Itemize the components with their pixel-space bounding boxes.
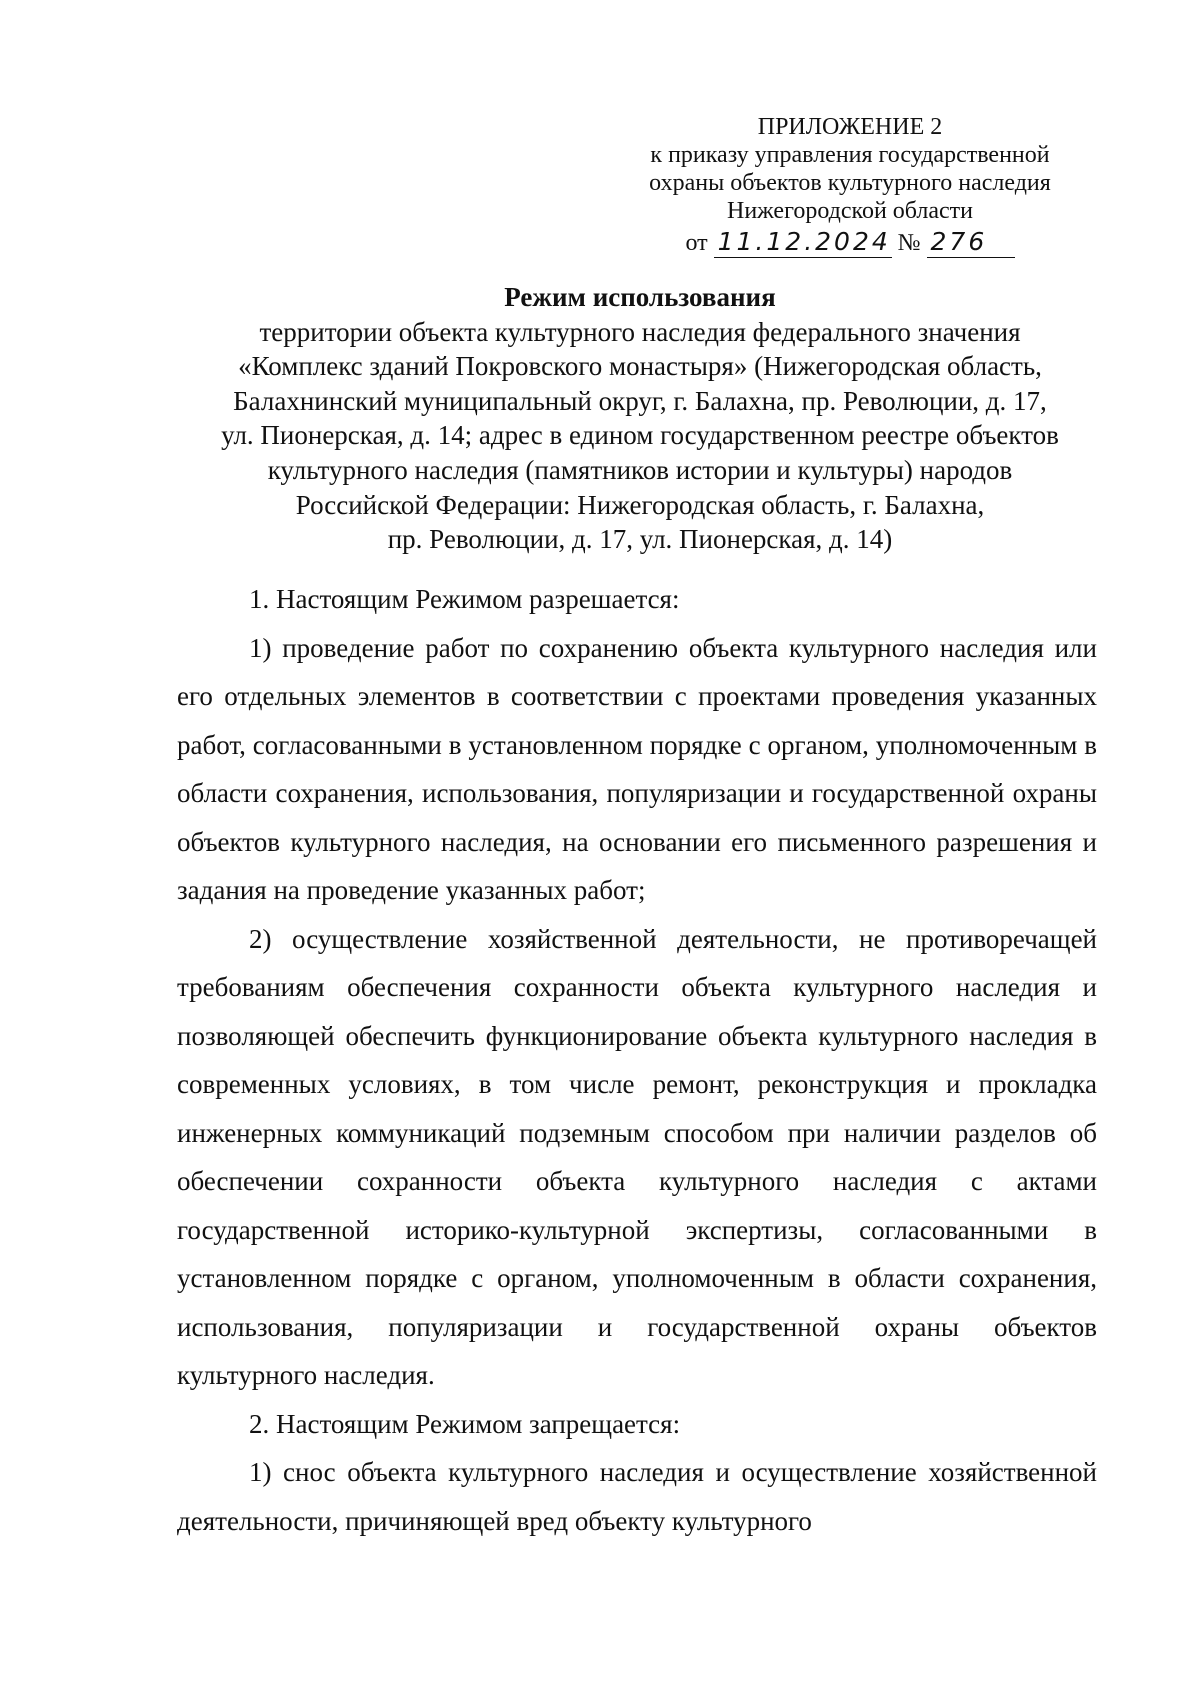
appendix-label: ПРИЛОЖЕНИЕ 2: [757, 114, 943, 140]
section-1-item-2: 2) осуществление хозяйственной деятельности, не противоречащей требованиям обеспечения сохранности объекта культурного наследия и позволяющей обеспечить функционирование объекта культурного наследия в современных условиях, в том числе ремонт, реконструкция и прокладка инженерных коммуникаций подземным способом при наличии разделов об обеспечении сохранности объекта культурного наследия с актами государственной историко-культурной экспертизы, согласованными в установленном порядке с органом, уполномоченным в области сохранения, использования, популяризации и государственной охраны объектов культурного наследия.: [177, 923, 1097, 1390]
appendix-line-2: охраны объектов культурного наследия: [649, 170, 1051, 196]
title-line-1: территории объекта культурного наследия федерального значения: [259, 316, 1021, 347]
order-date-line: [630, 227, 1070, 258]
section-1-item-1: 1) проведение работ по сохранению объекта культурного наследия или его отдельных элементов в соответствии с проектами проведения указанных работ, согласованными в установленном порядке с органом, уполномоченным в области сохранения, использования, популяризации и государственной охраны объектов культурного наследия, на основании его письменного разрешения и задания на проведение указанных работ;: [177, 632, 1097, 905]
title-line-6: Российской Федерации: Нижегородская область, г. Балахна,: [295, 489, 985, 520]
appendix-line-3: Нижегородской области: [726, 198, 974, 224]
number-prefix: №: [897, 230, 921, 256]
section-1-heading: 1. Настоящим Режимом разрешается:: [249, 584, 680, 614]
title-line-7: пр. Революции, д. 17, ул. Пионерская, д. 14): [387, 524, 893, 555]
appendix-header: [630, 113, 1070, 258]
date-prefix: от: [685, 230, 708, 256]
appendix-line-1: к приказу управления государственной: [650, 142, 1050, 168]
title-line-5: культурного наследия (памятников истории и культуры) народов: [267, 454, 1013, 485]
section-2-heading: 2. Настоящим Режимом запрещается:: [249, 1408, 681, 1439]
section-2-item-1: 1) снос объекта культурного наследия и осуществление хозяйственной деятельности, причиняющей вред объекту культурного: [177, 1457, 1097, 1536]
title-line-2: «Комплекс зданий Покровского монастыря» (Нижегородская область,: [238, 351, 1042, 382]
handwritten-number: 276: [927, 227, 1015, 258]
title-heading: Режим использования: [504, 282, 776, 312]
document-title: [160, 280, 1120, 557]
document-body: [177, 575, 1097, 1545]
title-line-3: Балахнинский муниципальный округ, г. Балахна, пр. Революции, д. 17,: [233, 385, 1047, 416]
handwritten-date: 11.12.2024: [714, 227, 892, 258]
title-line-4: ул. Пионерская, д. 14; адрес в едином государственном реестре объектов: [221, 420, 1059, 451]
